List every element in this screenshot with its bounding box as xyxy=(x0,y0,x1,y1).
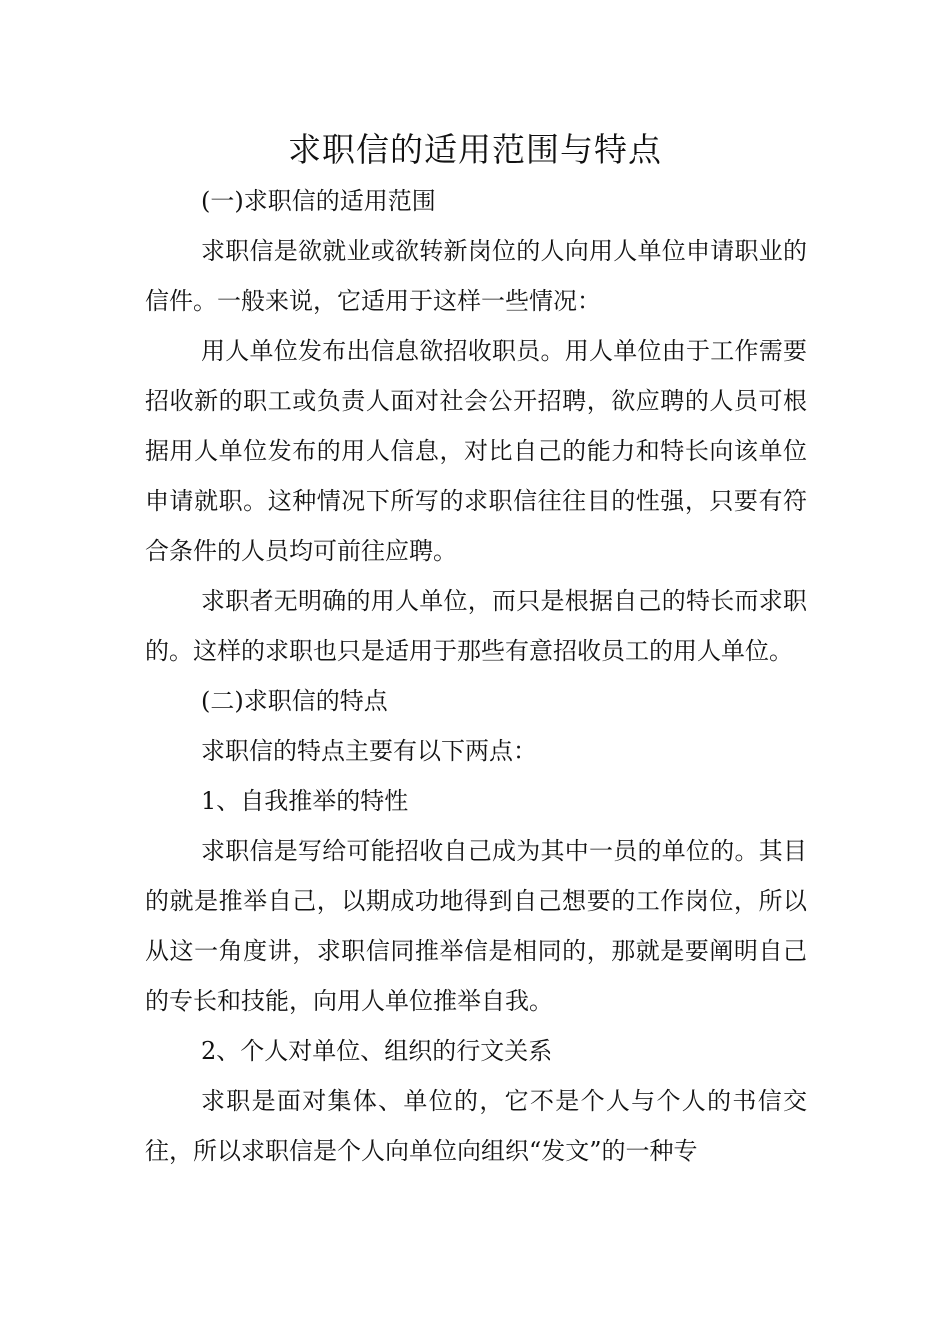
document-body xyxy=(145,176,807,1176)
point-heading-official-relation: 2、个人对单位、组织的行文关系 xyxy=(201,1037,553,1065)
paragraph-official-relation: 求职是面对集体、单位的，它不是个人与个人的书信交往，所以求职信是个人向单位向组织“发文”的一种专 xyxy=(145,1087,807,1165)
paragraph-definition: 求职信是欲就业或欲转新岗位的人向用人单位申请职业的信件。一般来说，它适用于这样一些情况： xyxy=(145,237,807,315)
point-heading-self-recommendation: 1、自我推举的特性 xyxy=(201,787,409,815)
paragraph-case-recruitment: 用人单位发布出信息欲招收职员。用人单位由于工作需要招收新的职工或负责人面对社会公开招聘，欲应聘的人员可根据用人单位发布的用人信息，对比自己的能力和特长向该单位申请就职。这种情况下所写的求职信往往目的性强，只要有符合条件的人员均可前往应聘。 xyxy=(145,337,807,565)
paragraph-features-intro: 求职信的特点主要有以下两点： xyxy=(201,737,537,765)
document-title: 求职信的适用范围与特点 xyxy=(288,130,662,169)
section-heading-scope: (一)求职信的适用范围 xyxy=(201,187,436,215)
section-heading-features: (二)求职信的特点 xyxy=(201,687,388,715)
paragraph-self-recommendation: 求职信是写给可能招收自己成为其中一员的单位的。其目的就是推举自己，以期成功地得到自己想要的工作岗位，所以从这一角度讲，求职信同推举信是相同的，那就是要阐明自己的专长和技能，向用人单位推举自我。 xyxy=(145,837,807,1015)
paragraph-case-self-initiated: 求职者无明确的用人单位，而只是根据自己的特长而求职的。这样的求职也只是适用于那些有意招收员工的用人单位。 xyxy=(145,587,807,665)
